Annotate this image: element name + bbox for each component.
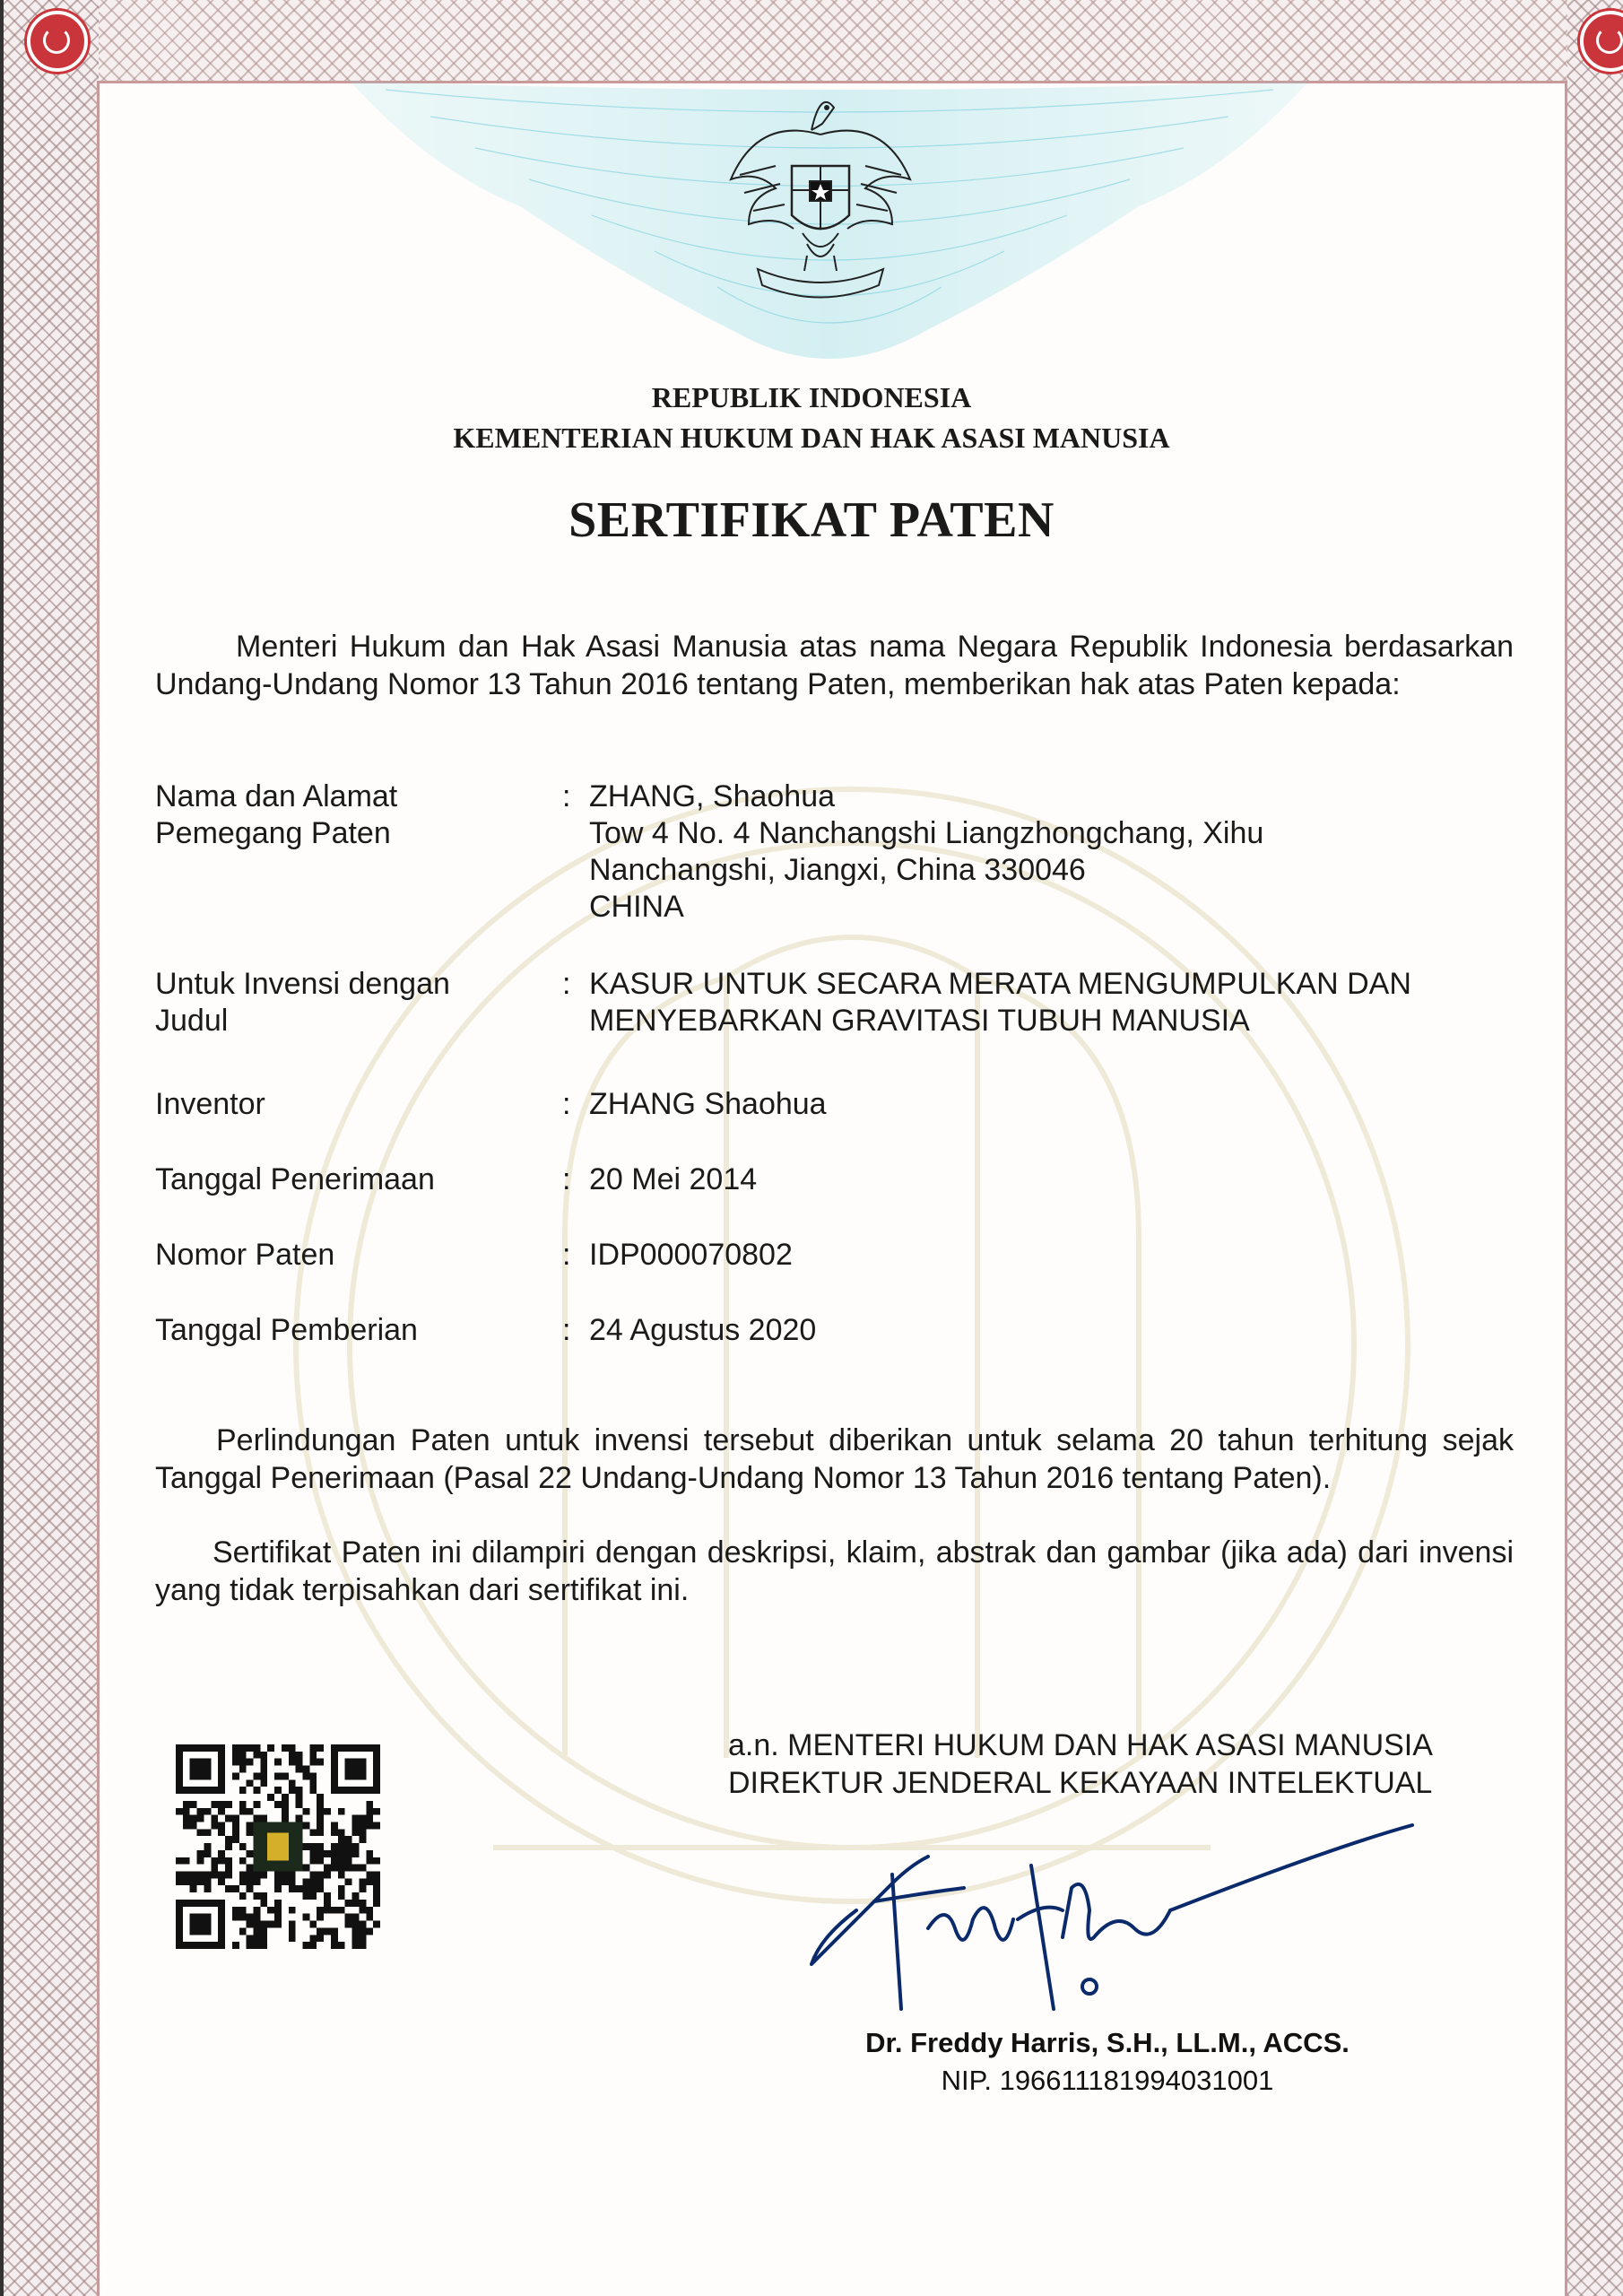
field-colon: : bbox=[562, 779, 571, 813]
signatory-name: Dr. Freddy Harris, S.H., LL.M., ACCS. bbox=[865, 2027, 1350, 2058]
left-border-band bbox=[0, 0, 99, 2296]
protection-paragraph: Perlindungan Paten untuk invensi tersebut diberikan untuk selama 20 tahun terhitung sejak Tanggal Penerimaan (Pasal 22 Undang-Undang Nomor 13 Tahun 2016 tentang Paten). bbox=[155, 1423, 1514, 1495]
signatory-on-behalf: a.n. MENTERI HUKUM DAN HAK ASASI MANUSIA bbox=[728, 1728, 1433, 1762]
inventor-value: ZHANG Shaohua bbox=[589, 1087, 827, 1121]
signatory-nip: NIP. 196611181994031001 bbox=[941, 2065, 1274, 2096]
handwritten-signature bbox=[794, 1803, 1439, 2027]
scan-edge bbox=[0, 0, 4, 2296]
filing-date-label: Tanggal Penerimaan bbox=[155, 1162, 435, 1196]
invention-title-line-1: KASUR UNTUK SECARA MERATA MENGUMPULKAN DAN bbox=[589, 967, 1411, 1001]
patent-number-label: Nomor Paten bbox=[155, 1238, 335, 1272]
qr-code-icon bbox=[176, 1744, 380, 1949]
holder-name: ZHANG, Shaohua bbox=[589, 779, 836, 813]
inventor-label: Inventor bbox=[155, 1087, 265, 1121]
corner-badge-icon bbox=[27, 11, 88, 72]
field-colon: : bbox=[562, 1313, 571, 1347]
garuda-emblem-icon bbox=[722, 81, 919, 305]
field-colon: : bbox=[562, 1238, 571, 1272]
field-colon: : bbox=[562, 1162, 571, 1196]
holder-label-line-1: Nama dan Alamat bbox=[155, 779, 398, 813]
invention-title-line-2: MENYEBARKAN GRAVITASI TUBUH MANUSIA bbox=[589, 1004, 1250, 1038]
filing-date-value: 20 Mei 2014 bbox=[589, 1162, 758, 1196]
field-colon: : bbox=[562, 1087, 571, 1121]
intro-paragraph: Menteri Hukum dan Hak Asasi Manusia atas nama Negara Republik Indonesia berdasarkan Undang-Undang Nomor 13 Tahun 2016 tentang Paten, memberikan hak atas Paten kepada: bbox=[155, 630, 1514, 701]
holder-country: CHINA bbox=[589, 890, 684, 924]
right-border-band bbox=[1567, 0, 1623, 2296]
signatory-position: DIREKTUR JENDERAL KEKAYAAN INTELEKTUAL bbox=[728, 1766, 1433, 1800]
invention-label-line-2: Judul bbox=[155, 1004, 229, 1038]
grant-date-label: Tanggal Pemberian bbox=[155, 1313, 418, 1347]
holder-address-line-1: Tow 4 No. 4 Nanchangshi Liangzhongchang, Xihu bbox=[589, 816, 1264, 850]
attachment-paragraph: Sertifikat Paten ini dilampiri dengan deskripsi, klaim, abstrak dan gambar (jika ada) dari invensi yang tidak terpisahkan dari sertifikat ini. bbox=[155, 1535, 1514, 1607]
invention-label-line-1: Untuk Invensi dengan bbox=[155, 967, 450, 1001]
field-colon: : bbox=[562, 967, 571, 1001]
country-heading: REPUBLIK INDONESIA bbox=[651, 381, 972, 413]
certificate-title: SERTIFIKAT PATEN bbox=[568, 492, 1055, 548]
grant-date-value: 24 Agustus 2020 bbox=[589, 1313, 817, 1347]
holder-label-line-2: Pemegang Paten bbox=[155, 816, 391, 850]
patent-number-value: IDP000070802 bbox=[589, 1238, 793, 1272]
holder-address-line-2: Nanchangshi, Jiangxi, China 330046 bbox=[589, 853, 1086, 887]
ministry-heading: KEMENTERIAN HUKUM DAN HAK ASASI MANUSIA bbox=[453, 422, 1170, 454]
